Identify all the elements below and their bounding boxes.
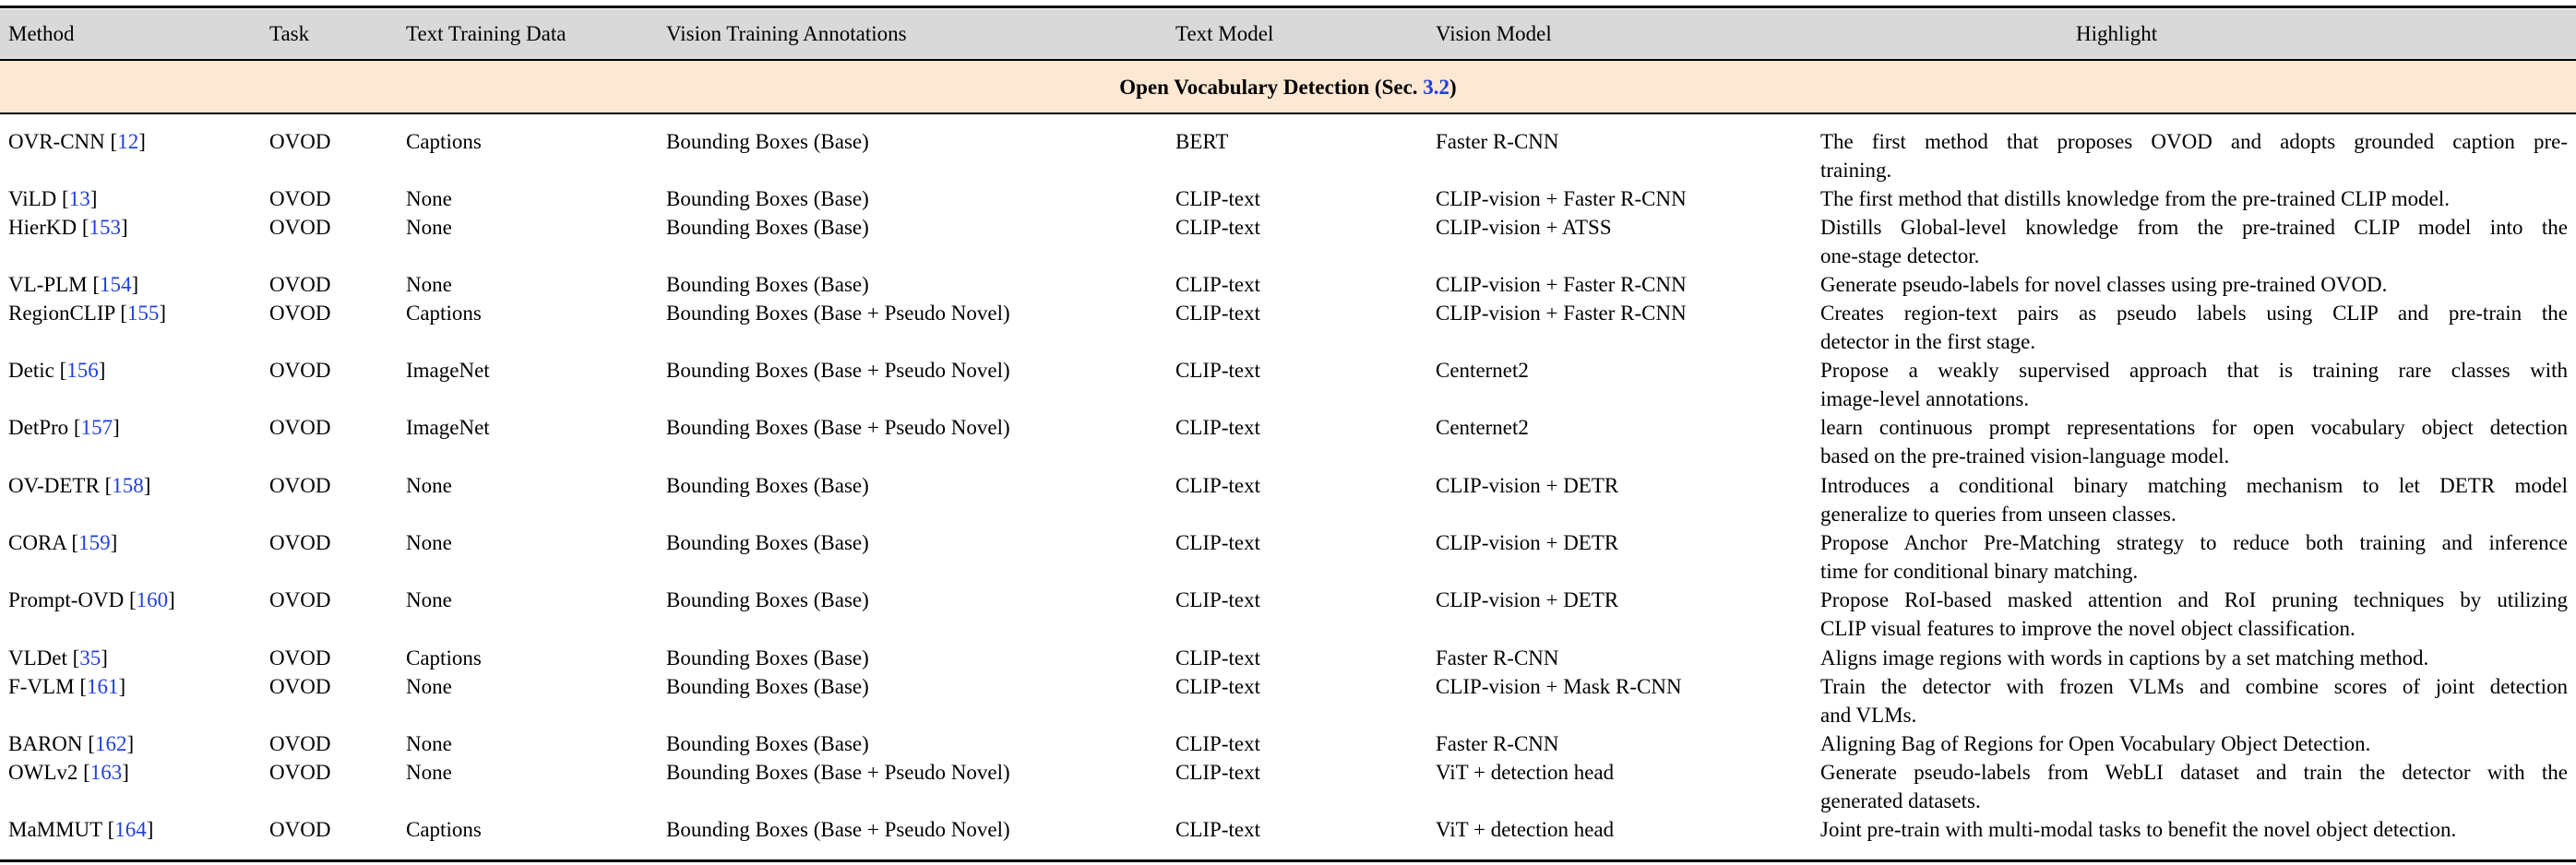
cell-text-data: Captions	[406, 646, 482, 669]
highlight-line: and VLMs.	[1820, 704, 1917, 727]
header-text-data: Text Training Data	[406, 22, 566, 45]
cell-text-model: CLIP-text	[1175, 818, 1260, 841]
cell-highlight	[1820, 586, 2568, 643]
citation-link[interactable]: 155	[126, 302, 160, 325]
cell-vision-ann: Bounding Boxes (Base)	[666, 531, 869, 554]
section-ref-link[interactable]: 3.2	[1423, 76, 1450, 99]
cell-vision-model: Centernet2	[1436, 416, 1529, 439]
cell-highlight	[1820, 356, 2568, 413]
cell-text-model: CLIP-text	[1175, 187, 1260, 210]
cell-highlight	[1820, 528, 2568, 586]
citation-link[interactable]: 157	[80, 416, 113, 439]
method-name: OVR-CNN	[8, 130, 105, 153]
header-method: Method	[8, 22, 75, 45]
cell-text-data: None	[406, 761, 452, 784]
cell-task: OVOD	[269, 474, 331, 497]
cell-text-data: ImageNet	[406, 359, 490, 382]
cell-vision-model: ViT + detection head	[1436, 818, 1615, 841]
method-name: Prompt-OVD	[8, 588, 125, 611]
cell-text-model: CLIP-text	[1175, 732, 1260, 755]
cell-text-model: BERT	[1175, 130, 1229, 153]
highlight-line: Generate pseudo-labels from WebLI dataset and train the detector with the	[1820, 761, 2568, 784]
highlight-line: Distills Global-level knowledge from the pre-trained CLIP model into the	[1820, 216, 2568, 239]
highlight-line: Aligning Bag of Regions for Open Vocabulary Object Detection.	[1820, 732, 2371, 755]
cell-highlight	[1820, 213, 2568, 270]
header-highlight: Highlight	[2076, 22, 2158, 45]
cell-text-model: CLIP-text	[1175, 646, 1260, 669]
cell-vision-ann: Bounding Boxes (Base + Pseudo Novel)	[666, 302, 1010, 325]
cell-text-data: Captions	[406, 130, 482, 153]
header-vision-ann: Vision Training Annotations	[666, 22, 907, 45]
method-name: RegionCLIP	[8, 302, 115, 325]
cell-vision-model: ViT + detection head	[1436, 761, 1615, 784]
cell-highlight	[1820, 299, 2568, 356]
cell-vision-ann: Bounding Boxes (Base + Pseudo Novel)	[666, 416, 1010, 439]
cell-task: OVOD	[269, 675, 331, 698]
highlight-line: Train the detector with frozen VLMs and combine scores of joint detection	[1820, 675, 2568, 698]
header-text-model: Text Model	[1175, 22, 1274, 45]
cell-text-data: None	[406, 732, 452, 755]
highlight-line: Propose RoI-based masked attention and RoI pruning techniques by utilizing	[1820, 588, 2568, 611]
cell-method: F-VLM [161]	[8, 675, 126, 698]
highlight-line: Aligns image regions with words in captions by a set matching method.	[1820, 646, 2429, 669]
cell-vision-ann: Bounding Boxes (Base)	[666, 130, 869, 153]
method-name: OWLv2	[8, 761, 78, 784]
cell-vision-model: CLIP-vision + Faster R-CNN	[1436, 273, 1687, 296]
highlight-line: Joint pre-train with multi-modal tasks to benefit the novel object detection.	[1820, 818, 2457, 841]
method-name: BARON	[8, 732, 83, 755]
cell-text-data: None	[406, 216, 452, 239]
cell-method: Prompt-OVD [160]	[8, 588, 175, 611]
header-vision-model: Vision Model	[1436, 22, 1552, 45]
cell-vision-ann: Bounding Boxes (Base)	[666, 273, 869, 296]
cell-vision-model: CLIP-vision + DETR	[1436, 474, 1619, 497]
highlight-line: Creates region-text pairs as pseudo labels using CLIP and pre-train the	[1820, 302, 2568, 325]
highlight-line: detector in the first stage.	[1820, 330, 2036, 353]
cell-text-model: CLIP-text	[1175, 216, 1260, 239]
cell-vision-ann: Bounding Boxes (Base + Pseudo Novel)	[666, 818, 1010, 841]
cell-vision-ann: Bounding Boxes (Base + Pseudo Novel)	[666, 359, 1010, 382]
citation-link[interactable]: 163	[89, 761, 123, 784]
cell-vision-ann: Bounding Boxes (Base)	[666, 646, 869, 669]
highlight-line: generated datasets.	[1820, 789, 1981, 812]
cell-task: OVOD	[269, 273, 331, 296]
citation-link[interactable]: 154	[100, 273, 132, 296]
cell-method: ViLD [13]	[8, 187, 98, 210]
cell-method: OVR-CNN [12]	[8, 130, 146, 153]
highlight-line: time for conditional binary matching.	[1820, 560, 2139, 583]
section-title	[0, 73, 2576, 101]
cell-text-data: None	[406, 273, 452, 296]
bottom-rule	[0, 859, 2576, 862]
method-name: HierKD	[8, 216, 78, 239]
cell-highlight	[1820, 270, 2568, 299]
highlight-line: Generate pseudo-labels for novel classes using pre-trained OVOD.	[1820, 273, 2388, 296]
cell-text-model: CLIP-text	[1175, 531, 1260, 554]
section-title-prefix: Open Vocabulary Detection (Sec.	[1119, 76, 1424, 99]
citation-link[interactable]: 164	[114, 818, 147, 841]
cell-method: DetPro [157]	[8, 416, 120, 439]
method-name: VLDet	[8, 646, 67, 669]
highlight-line: The first method that proposes OVOD and adopts grounded caption pre-	[1820, 130, 2568, 153]
method-name: F-VLM	[8, 675, 75, 698]
citation-link[interactable]: 153	[89, 216, 122, 239]
cell-highlight	[1820, 644, 2568, 672]
highlight-line: generalize to queries from unseen classes.	[1820, 503, 2176, 526]
cell-vision-model: CLIP-vision + DETR	[1436, 531, 1619, 554]
cell-text-model: CLIP-text	[1175, 416, 1260, 439]
method-name: VL-PLM	[8, 273, 88, 296]
cell-task: OVOD	[269, 588, 331, 611]
cell-vision-model: Faster R-CNN	[1436, 732, 1559, 755]
top-rule	[0, 6, 2576, 8]
cell-text-data: Captions	[406, 818, 482, 841]
cell-highlight	[1820, 758, 2568, 815]
cell-text-data: None	[406, 675, 452, 698]
method-name: OV-DETR	[8, 474, 100, 497]
cell-task: OVOD	[269, 531, 331, 554]
cell-text-data: Captions	[406, 302, 482, 325]
cell-method: MaMMUT [164]	[8, 818, 154, 841]
cell-text-model: CLIP-text	[1175, 273, 1260, 296]
citation-link[interactable]: 35	[79, 646, 101, 669]
cell-method: CORA [159]	[8, 531, 118, 554]
cell-text-data: None	[406, 531, 452, 554]
cell-vision-ann: Bounding Boxes (Base)	[666, 216, 869, 239]
cell-vision-model: CLIP-vision + DETR	[1436, 588, 1619, 611]
cell-vision-ann: Bounding Boxes (Base)	[666, 732, 869, 755]
cell-method: VL-PLM [154]	[8, 273, 139, 296]
cell-task: OVOD	[269, 302, 331, 325]
cell-text-model: CLIP-text	[1175, 761, 1260, 784]
citation-link[interactable]: 158	[112, 474, 144, 497]
cell-method: OV-DETR [158]	[8, 474, 151, 497]
cell-vision-model: CLIP-vision + Faster R-CNN	[1436, 302, 1687, 325]
highlight-line: The first method that distills knowledge from the pre-trained CLIP model.	[1820, 187, 2450, 210]
highlight-line: CLIP visual features to improve the novel object classification.	[1820, 617, 2355, 640]
method-name: DetPro	[8, 416, 69, 439]
cell-highlight	[1820, 127, 2568, 184]
cell-method: OWLv2 [163]	[8, 761, 129, 784]
cell-method: RegionCLIP [155]	[8, 302, 167, 325]
cell-highlight	[1820, 413, 2568, 470]
cell-vision-ann: Bounding Boxes (Base)	[666, 588, 869, 611]
cell-text-model: CLIP-text	[1175, 359, 1260, 382]
cell-method: HierKD [153]	[8, 216, 128, 239]
highlight-line: Propose a weakly supervised approach that is training rare classes with	[1820, 359, 2568, 382]
cell-text-model: CLIP-text	[1175, 474, 1260, 497]
cell-task: OVOD	[269, 216, 331, 239]
highlight-line: one-stage detector.	[1820, 244, 1980, 267]
cell-vision-ann: Bounding Boxes (Base)	[666, 675, 869, 698]
cell-task: OVOD	[269, 416, 331, 439]
cell-highlight	[1820, 729, 2568, 758]
citation-link[interactable]: 156	[66, 359, 99, 382]
cell-vision-model: Faster R-CNN	[1436, 130, 1559, 153]
cell-task: OVOD	[269, 761, 331, 784]
cell-task: OVOD	[269, 646, 331, 669]
cell-highlight	[1820, 471, 2568, 528]
cell-vision-model: Faster R-CNN	[1436, 646, 1559, 669]
cell-method: BARON [162]	[8, 732, 135, 755]
citation-link[interactable]: 159	[78, 531, 111, 554]
highlight-line: Propose Anchor Pre-Matching strategy to reduce both training and inference	[1820, 531, 2568, 554]
method-name: MaMMUT	[8, 818, 102, 841]
cell-vision-ann: Bounding Boxes (Base + Pseudo Novel)	[666, 761, 1010, 784]
cell-vision-model: CLIP-vision + Faster R-CNN	[1436, 187, 1687, 210]
header-task: Task	[269, 22, 310, 45]
method-name: ViLD	[8, 187, 57, 210]
cell-vision-model: Centernet2	[1436, 359, 1529, 382]
citation-link[interactable]: 161	[86, 675, 119, 698]
highlight-line: training.	[1820, 159, 1892, 182]
cell-vision-model: CLIP-vision + ATSS	[1436, 216, 1612, 239]
cell-text-data: None	[406, 187, 452, 210]
header-background	[0, 9, 2576, 59]
cell-text-model: CLIP-text	[1175, 588, 1260, 611]
cell-task: OVOD	[269, 732, 331, 755]
cell-vision-ann: Bounding Boxes (Base)	[666, 474, 869, 497]
cell-text-data: ImageNet	[406, 416, 490, 439]
citation-link[interactable]: 13	[68, 187, 90, 210]
highlight-line: learn continuous prompt representations for open vocabulary object detection	[1820, 416, 2568, 439]
cell-text-model: CLIP-text	[1175, 675, 1260, 698]
cell-method: Detic [156]	[8, 359, 106, 382]
cell-highlight	[1820, 184, 2568, 213]
cell-task: OVOD	[269, 187, 331, 210]
citation-link[interactable]: 162	[94, 732, 127, 755]
method-name: Detic	[8, 359, 54, 382]
cell-task: OVOD	[269, 130, 331, 153]
cell-task: OVOD	[269, 818, 331, 841]
cell-vision-model: CLIP-vision + Mask R-CNN	[1436, 675, 1682, 698]
citation-link[interactable]: 160	[136, 588, 169, 611]
highlight-line: Introduces a conditional binary matching mechanism to let DETR model	[1820, 474, 2568, 497]
citation-link[interactable]: 12	[117, 130, 139, 153]
section-rule	[0, 113, 2576, 114]
cell-vision-ann: Bounding Boxes (Base)	[666, 187, 869, 210]
highlight-line: based on the pre-trained vision-language model.	[1820, 444, 2230, 468]
cell-method: VLDet [35]	[8, 646, 108, 669]
cell-highlight	[1820, 815, 2568, 844]
cell-task: OVOD	[269, 359, 331, 382]
cell-highlight	[1820, 672, 2568, 729]
highlight-line: image-level annotations.	[1820, 387, 2030, 410]
cell-text-data: None	[406, 588, 452, 611]
method-name: CORA	[8, 531, 66, 554]
cell-text-model: CLIP-text	[1175, 302, 1260, 325]
cell-text-data: None	[406, 474, 452, 497]
section-title-suffix: )	[1449, 76, 1457, 99]
